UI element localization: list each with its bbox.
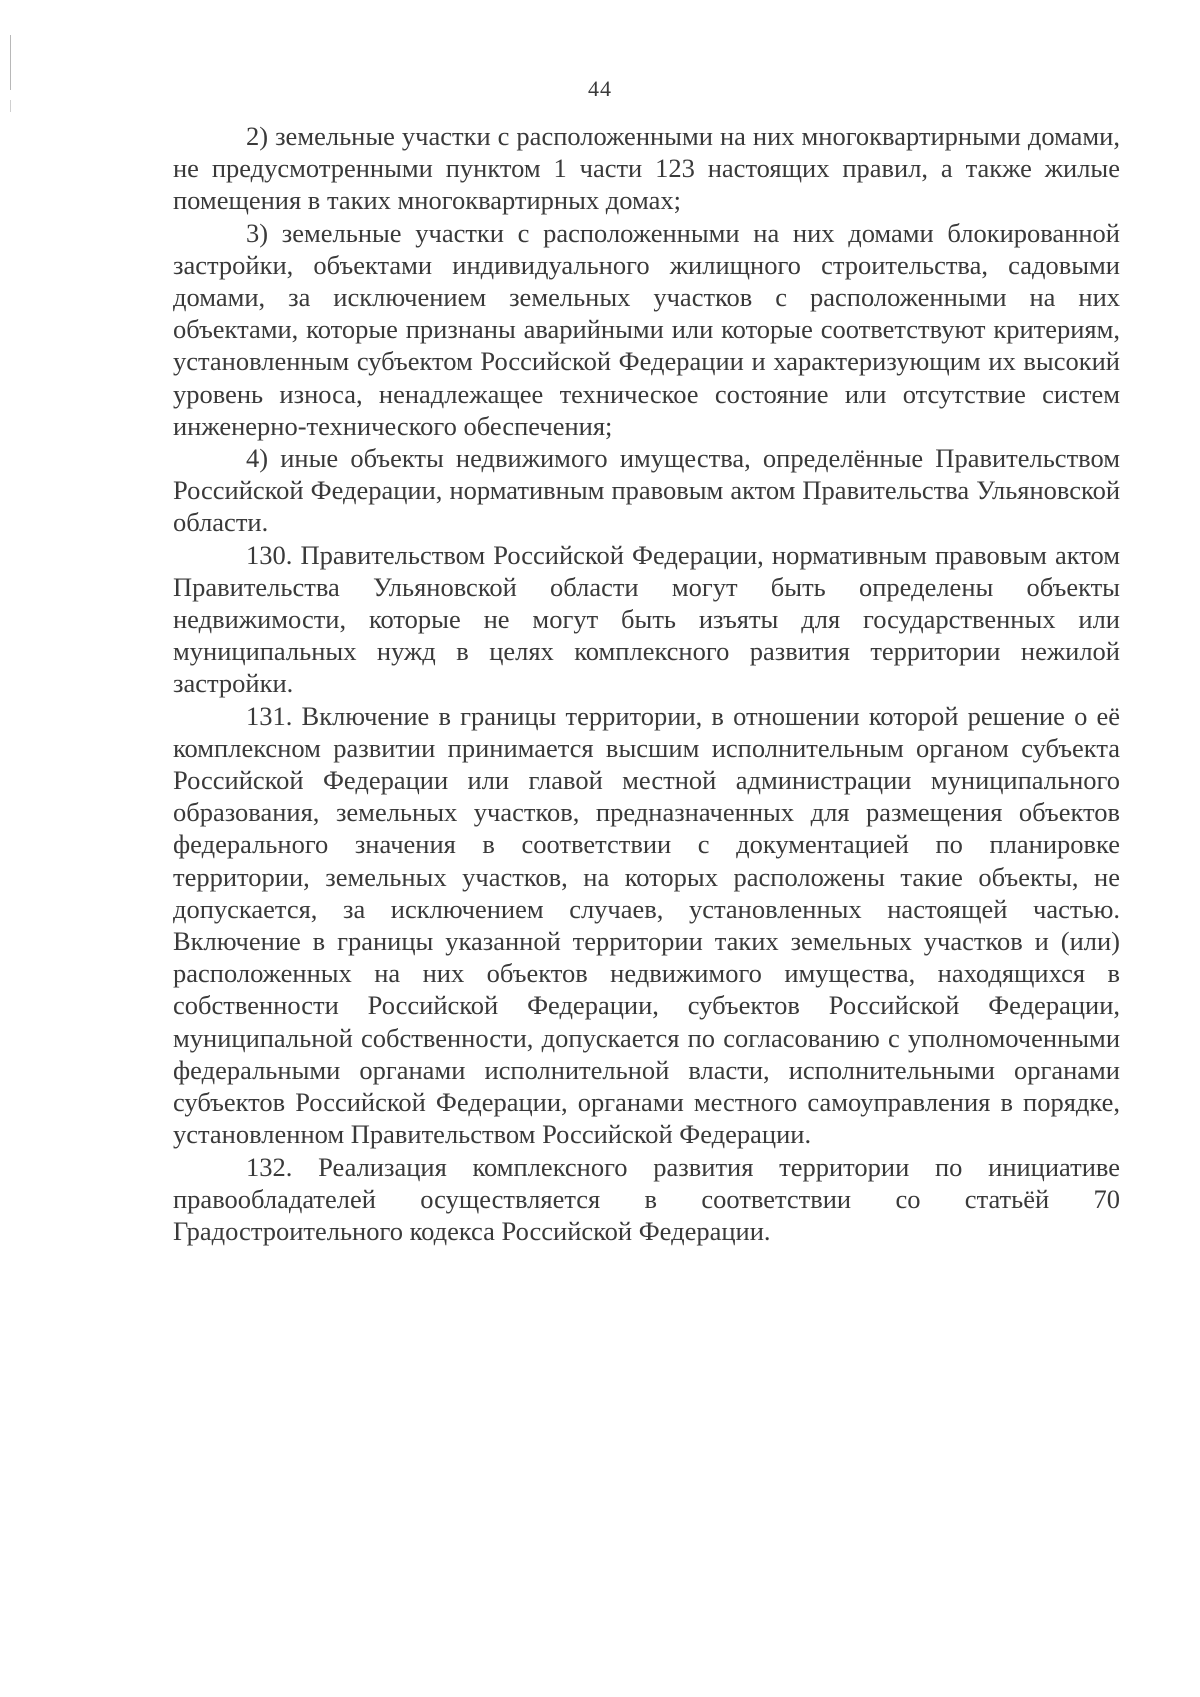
page-number: 44 (588, 76, 612, 101)
paragraph-item-3: 3) земельные участки с расположенными на них домами блокированной застройки, объектами индивидуального жилищного строительства, садовыми домами, за исключением земельных участков с расположенными на них объектами, которые признаны аварийными или которые соответствуют критериям, установленным субъектом Российской Федерации и характеризующим их высокий уровень износа, ненадлежащее техническое состояние или отсутствие систем инженерно-технического обеспечения; (173, 217, 1120, 441)
paragraph-item-2: 2) земельные участки с расположенными на них многоквартирными домами, не предусмотренными пунктом 1 части 123 настоящих правил, а также жилые помещения в таких многоквартирных домах; (173, 121, 1120, 216)
paragraph-item-4: 4) иные объекты недвижимого имущества, определённые Правительством Российской Федерации, нормативным правовым актом Правительства Ульяновской области. (173, 443, 1120, 538)
paragraph-132: 132. Реализация комплексного развития территории по инициативе правообладателей осуществляется в соответствии со статьёй 70 Градостроительного кодекса Российской Федерации. (173, 1151, 1120, 1246)
paragraph-131: 131. Включение в границы территории, в отношении которой решение о её комплексном развитии принимается высшим исполнительным органом субъекта Российской Федерации или главой местной администрации муниципального образования, земельных участков, предназначенных для размещения объектов федерального значения в соответствии с документацией по планировке территории, земельных участков, на которых расположены такие объекты, не допускается, за исключением случаев, установленных настоящей частью. Включение в границы указанной территории таких земельных участков и (или) расположенных на них объектов недвижимого имущества, находящихся в собственности Российской Федерации, субъектов Российской Федерации, муниципальной собственности, допускается по согласованию с уполномоченными федеральными органами исполнительной власти, исполнительными органами субъектов Российской Федерации, органами местного самоуправления в порядке, установленном Правительством Российской Федерации. (173, 700, 1120, 1150)
document-body (173, 120, 1120, 1247)
paragraph-130: 130. Правительством Российской Федерации, нормативным правовым актом Правительства Ульяновской области могут быть определены объекты недвижимости, которые не могут быть изъяты для государственных или муниципальных нужд в целях комплексного развития территории нежилой застройки. (173, 539, 1120, 699)
